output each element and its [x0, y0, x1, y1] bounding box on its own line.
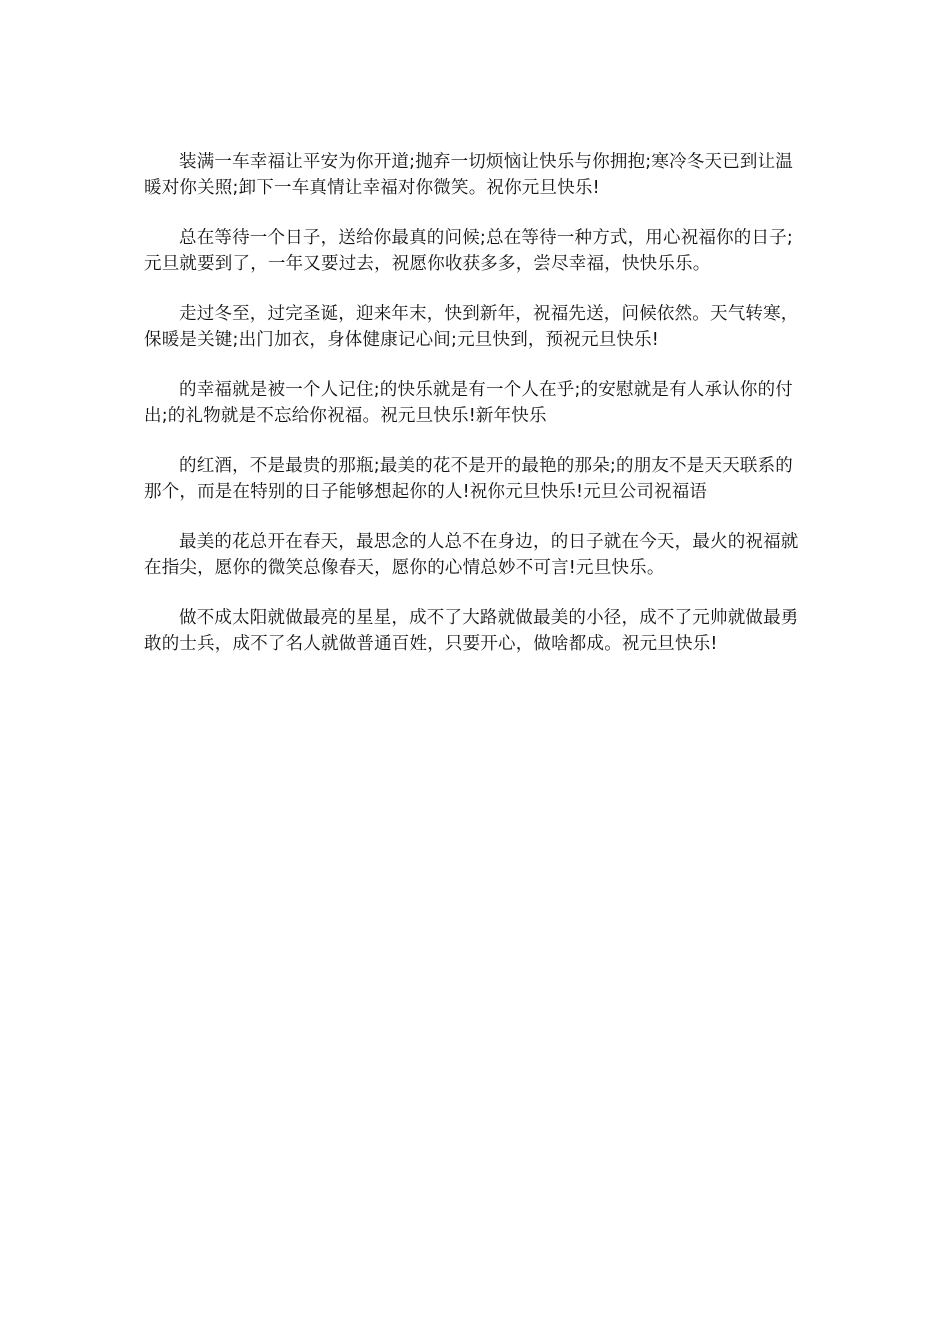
paragraph: 做不成太阳就做最亮的星星，成不了大路就做最美的小径，成不了元帅就做最勇敢的士兵，成不了名人就做普通百姓，只要开心，做啥都成。祝元旦快乐! [144, 608, 799, 654]
paragraph: 总在等待一个日子，送给你最真的问候;总在等待一种方式，用心祝福你的日子;元旦就要到了，一年又要过去，祝愿你收获多多，尝尽幸福，快快乐乐。 [144, 228, 793, 274]
paragraph: 装满一车幸福让平安为你开道;抛弃一切烦恼让快乐与你拥抱;寒冷冬天已到让温暖对你关照;卸下一车真情让幸福对你微笑。祝你元旦快乐! [144, 152, 793, 198]
paragraph: 的红酒，不是最贵的那瓶;最美的花不是开的最艳的那朵;的朋友不是天天联系的那个，而是在特别的日子能够想起你的人!祝你元旦快乐!元旦公司祝福语 [144, 456, 793, 502]
document-body [144, 149, 808, 681]
paragraph: 最美的花总开在春天，最思念的人总不在身边，的日子就在今天，最火的祝福就在指尖，愿你的微笑总像春天，愿你的心情总妙不可言!元旦快乐。 [144, 532, 799, 578]
paragraph: 走过冬至，过完圣诞，迎来年末，快到新年，祝福先送，问候依然。天气转寒，保暖是关键;出门加衣，身体健康记心间;元旦快到，预祝元旦快乐! [144, 304, 799, 350]
paragraph: 的幸福就是被一个人记住;的快乐就是有一个人在乎;的安慰就是有人承认你的付出;的礼物就是不忘给你祝福。祝元旦快乐!新年快乐 [144, 380, 793, 426]
